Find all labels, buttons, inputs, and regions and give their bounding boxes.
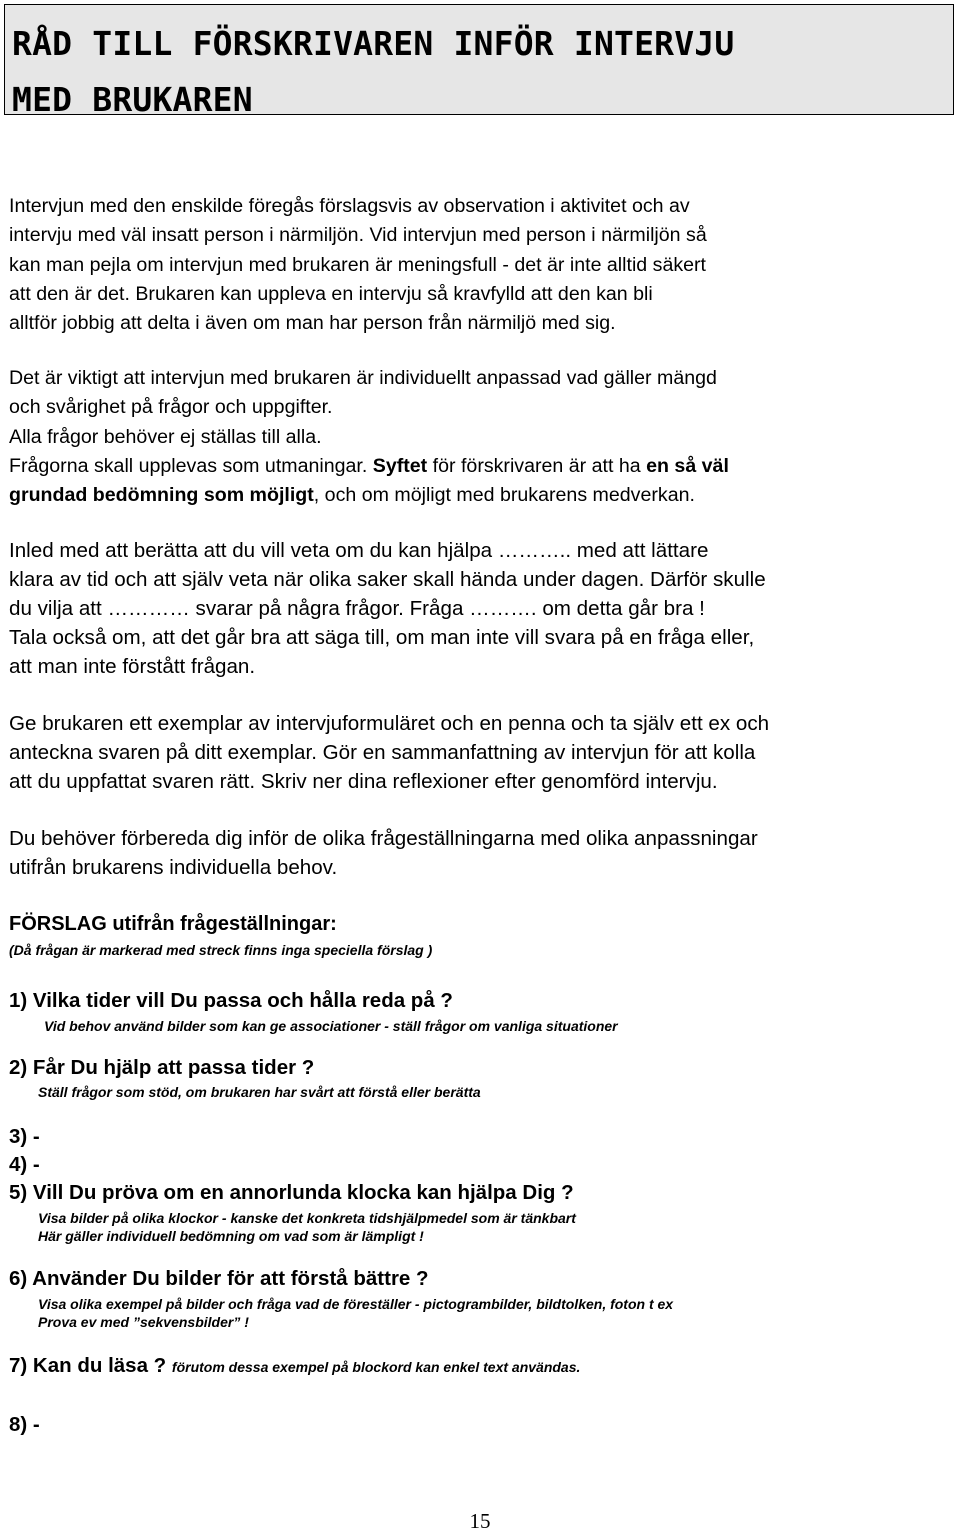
question-5-hint: Här gäller individuell bedömning om vad som är lämpligt ! (38, 1228, 424, 1244)
text-line: och svårighet på frågor och uppgifter. (9, 396, 333, 419)
question-1-hint: Vid behov använd bilder som kan ge associationer - ställ frågor om vanliga situationer (44, 1018, 618, 1034)
preparation-paragraph (9, 824, 955, 882)
question-1: 1) Vilka tider vill Du passa och hålla reda på ? (9, 989, 453, 1012)
suggestions-heading: FÖRSLAG utifrån frågeställningar: (9, 913, 337, 935)
text-line (9, 481, 955, 510)
intro-paragraph (9, 192, 955, 338)
text-line: Det är viktigt att intervjun med brukaren är individuellt anpassad vad gäller mängd (9, 367, 717, 389)
bold-text: grundad bedömning som möjligt (9, 484, 314, 507)
form-paragraph (9, 709, 955, 796)
text-line: utifrån brukarens individuella behov. (9, 856, 338, 879)
question-4: 4) - (9, 1153, 40, 1176)
text-line: Tala också om, att det går bra att säga till, om man inte vill svara på en fråga eller, (9, 626, 755, 649)
text-line: att man inte förstått frågan. (9, 655, 256, 678)
text-line: anteckna svaren på ditt exemplar. Gör en sammanfattning av intervjun för att kolla (9, 741, 756, 764)
text-run: Frågorna skall upplevas som utmaningar. (9, 454, 373, 477)
page-title: RÅD TILL FÖRSKRIVAREN INFÖR INTERVJU MED BRUKAREN (12, 24, 735, 119)
question-6-hint: Prova ev med ”sekvensbilder” ! (38, 1314, 249, 1330)
text-line: alltför jobbig att delta i även om man har person från närmiljö med sig. (9, 312, 616, 335)
text-line: intervju med väl insatt person i närmiljön. Vid intervjun med person i närmiljön så (9, 224, 707, 247)
question-6-hint: Visa olika exempel på bilder och fråga vad de föreställer - pictogrambilder, bildtolken, foton t ex (38, 1296, 674, 1312)
text-line: att den är det. Brukaren kan uppleva en intervju så kravfylld att den kan bli (9, 282, 653, 305)
text-line: Du behöver förbereda dig inför de olika frågeställningarna med olika anpassningar (9, 827, 758, 850)
question-7 (9, 1353, 580, 1380)
question-2: 2) Får Du hjälp att passa tider ? (9, 1056, 315, 1079)
question-7-hint: förutom dessa exempel på blockord kan enkel text användas. (171, 1359, 581, 1375)
title-box (4, 4, 954, 119)
question-8: 8) - (9, 1413, 40, 1436)
suggestions-note: (Då frågan är markerad med streck finns inga speciella förslag ) (9, 942, 433, 958)
bold-text: en så väl (646, 454, 729, 477)
adaptation-paragraph (9, 364, 955, 510)
intro-talk-paragraph (9, 536, 955, 681)
question-7-text: 7) Kan du läsa ? (9, 1354, 172, 1377)
question-5-hint: Visa bilder på olika klockor - kanske det konkreta tidshjälpmedel som är tänkbart (38, 1210, 576, 1226)
text-run: för förskrivaren är att ha (427, 454, 647, 477)
text-line: Inled med att berätta att du vill veta om du kan hjälpa ……….. med att lättare (9, 539, 709, 562)
text-line: att du uppfattat svaren rätt. Skriv ner dina reflexioner efter genomförd intervju. (9, 770, 718, 793)
text-line: klara av tid och att själv veta när olika saker skall hända under dagen. Därför skulle (9, 568, 766, 591)
question-6: 6) Använder Du bilder för att förstå bättre ? (9, 1267, 429, 1290)
question-5: 5) Vill Du pröva om en annorlunda klocka kan hjälpa Dig ? (9, 1181, 574, 1204)
page-number: 15 (469, 1509, 491, 1533)
text-run: , och om möjligt med brukarens medverkan. (313, 484, 695, 507)
question-3: 3) - (9, 1125, 40, 1148)
text-line (9, 452, 955, 481)
text-line: du vilja att ………… svarar på några frågor. Fråga ………. om detta går bra ! (9, 597, 705, 620)
bold-text: Syftet (372, 454, 428, 477)
text-line: Ge brukaren ett exemplar av intervjuformuläret och en penna och ta själv ett ex och (9, 712, 770, 735)
question-2-hint: Ställ frågor som stöd, om brukaren har svårt att förstå eller berätta (38, 1084, 481, 1100)
text-line: Alla frågor behöver ej ställas till alla. (9, 425, 322, 448)
text-line: Intervjun med den enskilde föregås förslagsvis av observation i aktivitet och av (9, 195, 690, 217)
text-line: kan man pejla om intervjun med brukaren är meningsfull - det är inte alltid säkert (9, 253, 707, 276)
